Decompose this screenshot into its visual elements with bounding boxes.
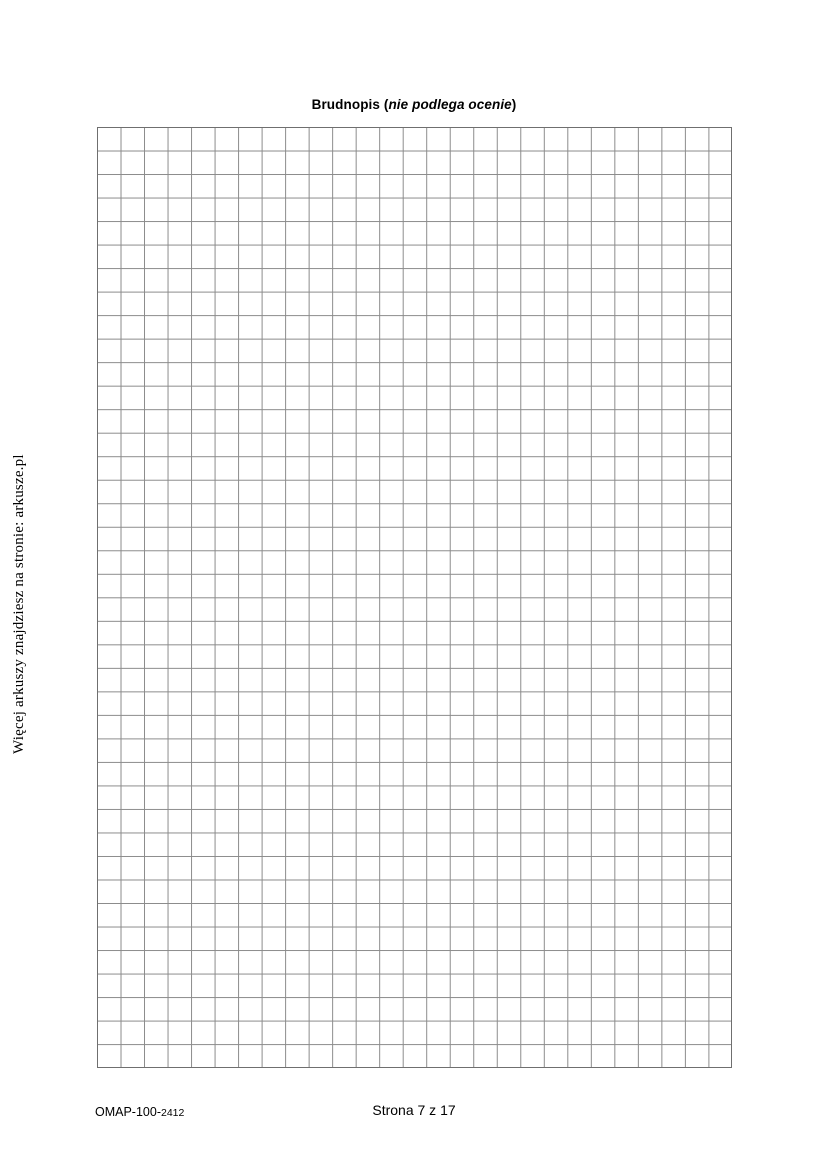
page-title-prefix: Brudnopis ( — [311, 97, 389, 112]
page-title-suffix: ) — [511, 97, 517, 112]
document-code-suffix: 2412 — [161, 1107, 185, 1119]
page-title-italic: nie podlega ocenie — [388, 97, 512, 112]
page-number: Strona 7 z 17 — [372, 1102, 456, 1118]
scratch-grid-area[interactable] — [97, 127, 732, 1068]
page-title — [0, 97, 828, 112]
document-code-main: OMAP-100- — [95, 1105, 161, 1119]
side-watermark-note: Więcej arkuszy znajdziesz na stronie: arkusze.pl — [11, 454, 27, 754]
